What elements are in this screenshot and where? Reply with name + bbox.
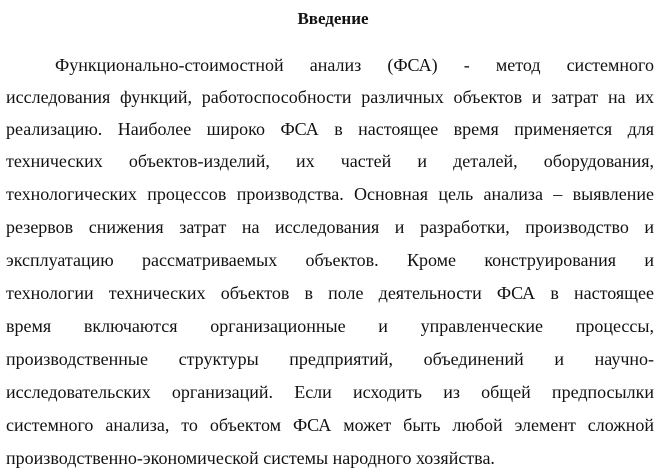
paragraph-line: производственные структуры предприятий, объединений и научно- — [6, 349, 654, 369]
paragraph-line: производственно-экономической системы народного хозяйства. — [6, 448, 495, 468]
paragraph-line: Функционально-стоимостной анализ (ФСА) - метод системного — [55, 55, 654, 75]
paragraph-line: исследовательских организаций. Если исходить из общей предпосылки — [6, 382, 654, 402]
paragraph-line: резервов снижения затрат на исследования и разработки, производство и — [6, 217, 654, 237]
paragraph-line: технических объектов-изделий, их частей и деталей, оборудования, — [6, 151, 654, 171]
paragraph-line: исследования функций, работоспособности различных объектов и затрат на их — [6, 87, 654, 107]
paragraph-line: системного анализа, то объектом ФСА может быть любой элемент сложной — [6, 415, 654, 435]
paragraph-line: технологии технических объектов в поле деятельности ФСА в настоящее — [6, 283, 654, 303]
page-title: Введение — [297, 9, 369, 28]
paragraph-line: время включаются организационные и управленческие процессы, — [6, 316, 654, 336]
paragraph-line: технологических процессов производства. Основная цель анализа – выявление — [6, 184, 654, 204]
paragraph-line: эксплуатацию рассматриваемых объектов. Кроме конструирования и — [6, 250, 654, 270]
paragraph-line: реализацию. Наиболее широко ФСА в настоящее время применяется для — [6, 119, 654, 139]
